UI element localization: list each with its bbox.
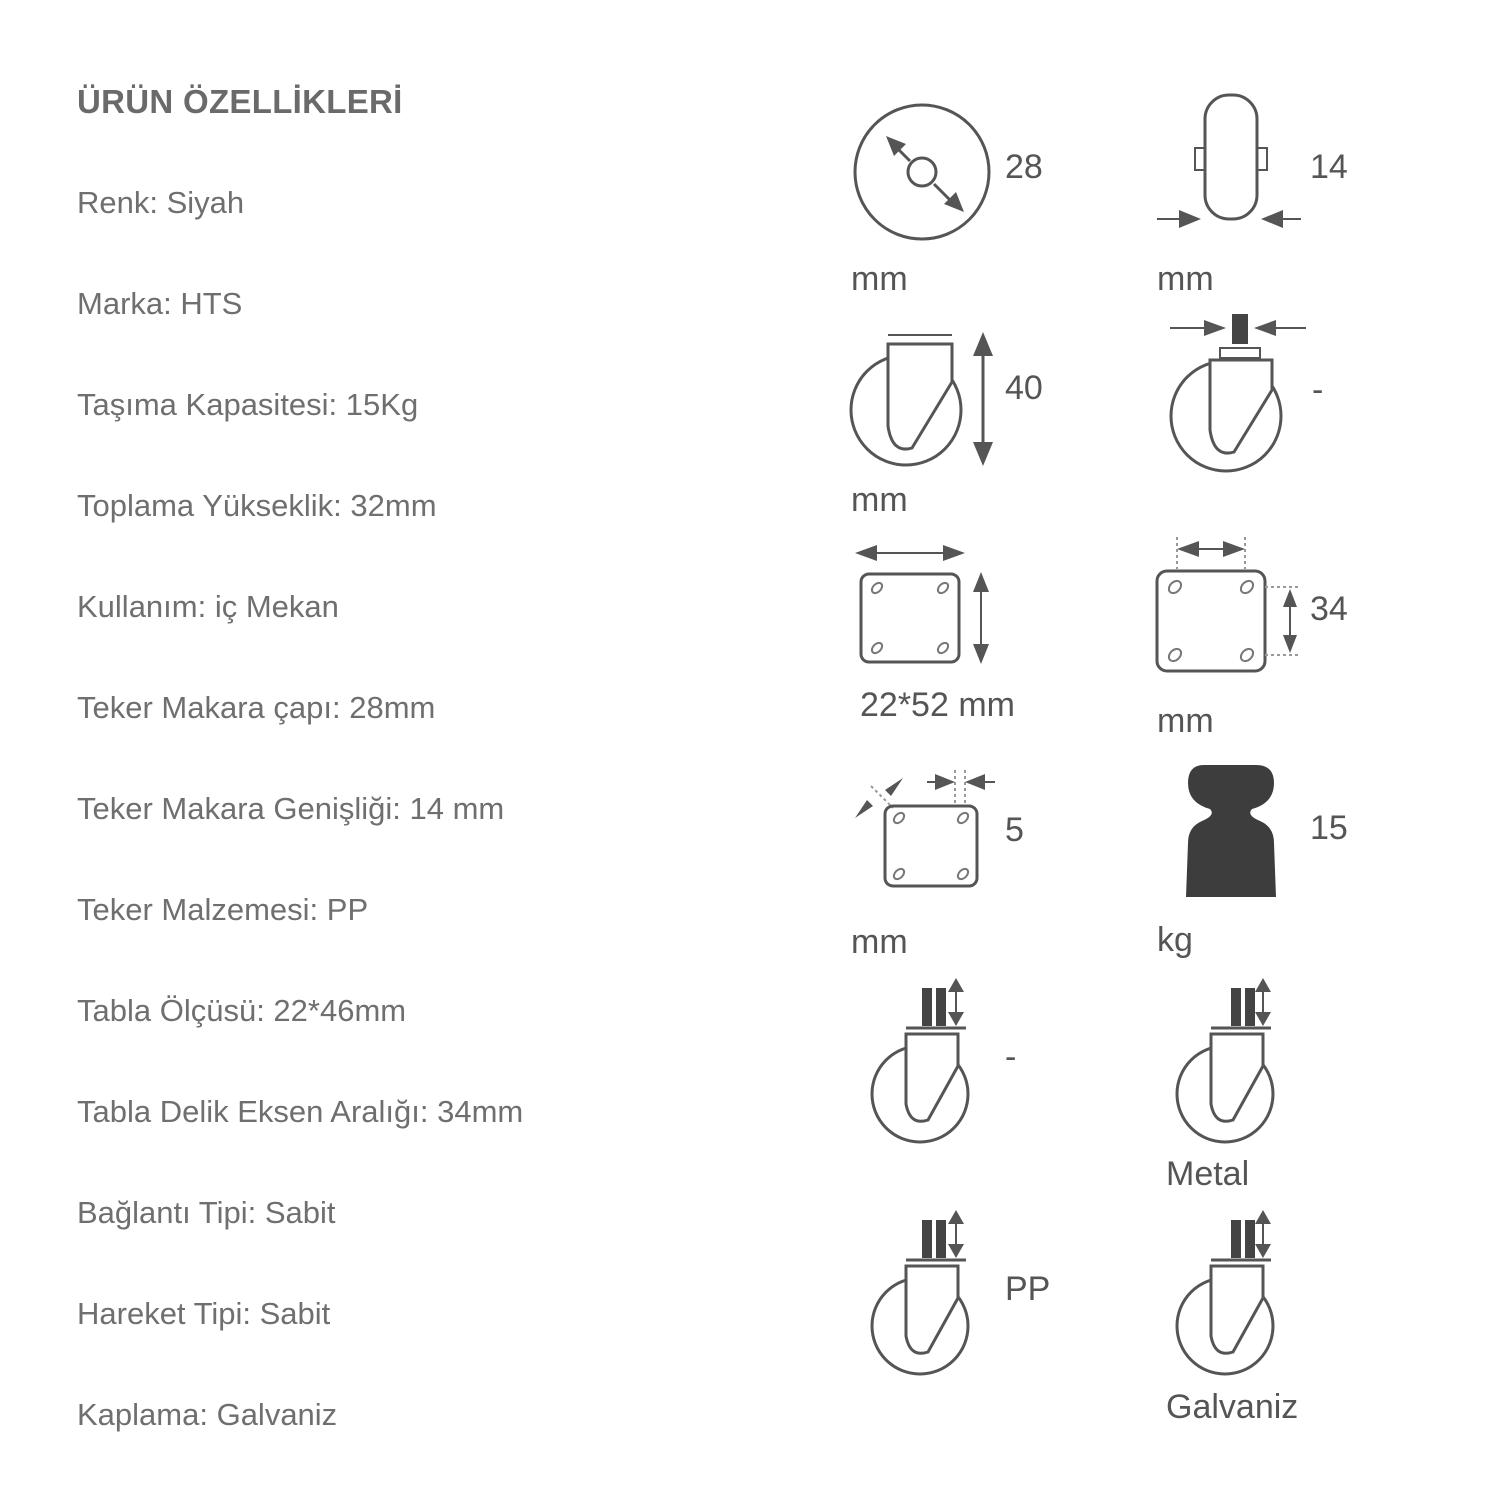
spec-wheel-diameter: Teker Makara çapı: 28mm — [77, 690, 436, 725]
wheel-width-icon — [1155, 92, 1305, 232]
plate-size-value: 22*52 mm — [860, 686, 1015, 724]
hole-spacing-value: 34 — [1310, 590, 1348, 628]
load-capacity-unit: kg — [1157, 921, 1193, 959]
total-height-unit: mm — [851, 481, 908, 519]
caster-type-4-label: Galvaniz — [1166, 1388, 1299, 1426]
spec-coating: Kaplama: Galvaniz — [77, 1397, 338, 1432]
caster-type-1-value: - — [1005, 1038, 1017, 1076]
total-height-icon — [848, 330, 1008, 470]
plate-size-icon — [853, 540, 1003, 670]
total-height-value: 40 — [1005, 369, 1043, 407]
spec-total-height: Toplama Yükseklik: 32mm — [77, 488, 437, 523]
spec-hole-spacing: Tabla Delik Eksen Aralığı: 34mm — [77, 1094, 524, 1129]
hole-diameter-unit: mm — [851, 923, 908, 961]
caster-type-4-icon — [1175, 1208, 1285, 1378]
hole-spacing-icon — [1153, 535, 1303, 680]
caster-type-3-icon — [870, 1208, 980, 1378]
spec-color: Renk: Siyah — [77, 185, 245, 220]
spec-wheel-width: Teker Makara Genişliği: 14 mm — [77, 791, 505, 826]
spec-wheel-material: Teker Malzemesi: PP — [77, 892, 369, 927]
spec-load-capacity: Taşıma Kapasitesi: 15Kg — [77, 387, 419, 422]
hole-diameter-value: 5 — [1005, 811, 1024, 849]
wheel-width-value: 14 — [1310, 148, 1348, 186]
wheel-diameter-icon — [850, 104, 1000, 244]
page-title: ÜRÜN ÖZELLİKLERİ — [77, 83, 403, 120]
caster-type-3-value: PP — [1005, 1270, 1051, 1308]
spec-plate-size: Tabla Ölçüsü: 22*46mm — [77, 993, 407, 1028]
spec-connection-type: Bağlantı Tipi: Sabit — [77, 1195, 336, 1230]
caster-type-1-icon — [870, 976, 980, 1146]
weight-icon — [1184, 765, 1284, 900]
caster-type-2-label: Metal — [1166, 1155, 1250, 1193]
caster-type-2-icon — [1175, 976, 1285, 1146]
spec-brand: Marka: HTS — [77, 286, 243, 321]
hole-diameter-icon — [851, 768, 1001, 893]
stem-width-value: - — [1312, 371, 1324, 409]
stem-width-icon — [1168, 312, 1308, 477]
hole-spacing-unit: mm — [1157, 702, 1214, 740]
wheel-diameter-unit: mm — [851, 260, 908, 298]
spec-movement-type: Hareket Tipi: Sabit — [77, 1296, 331, 1331]
load-capacity-value: 15 — [1310, 809, 1348, 847]
spec-usage: Kullanım: iç Mekan — [77, 589, 339, 624]
wheel-diameter-value: 28 — [1005, 148, 1043, 186]
wheel-width-unit: mm — [1157, 260, 1214, 298]
